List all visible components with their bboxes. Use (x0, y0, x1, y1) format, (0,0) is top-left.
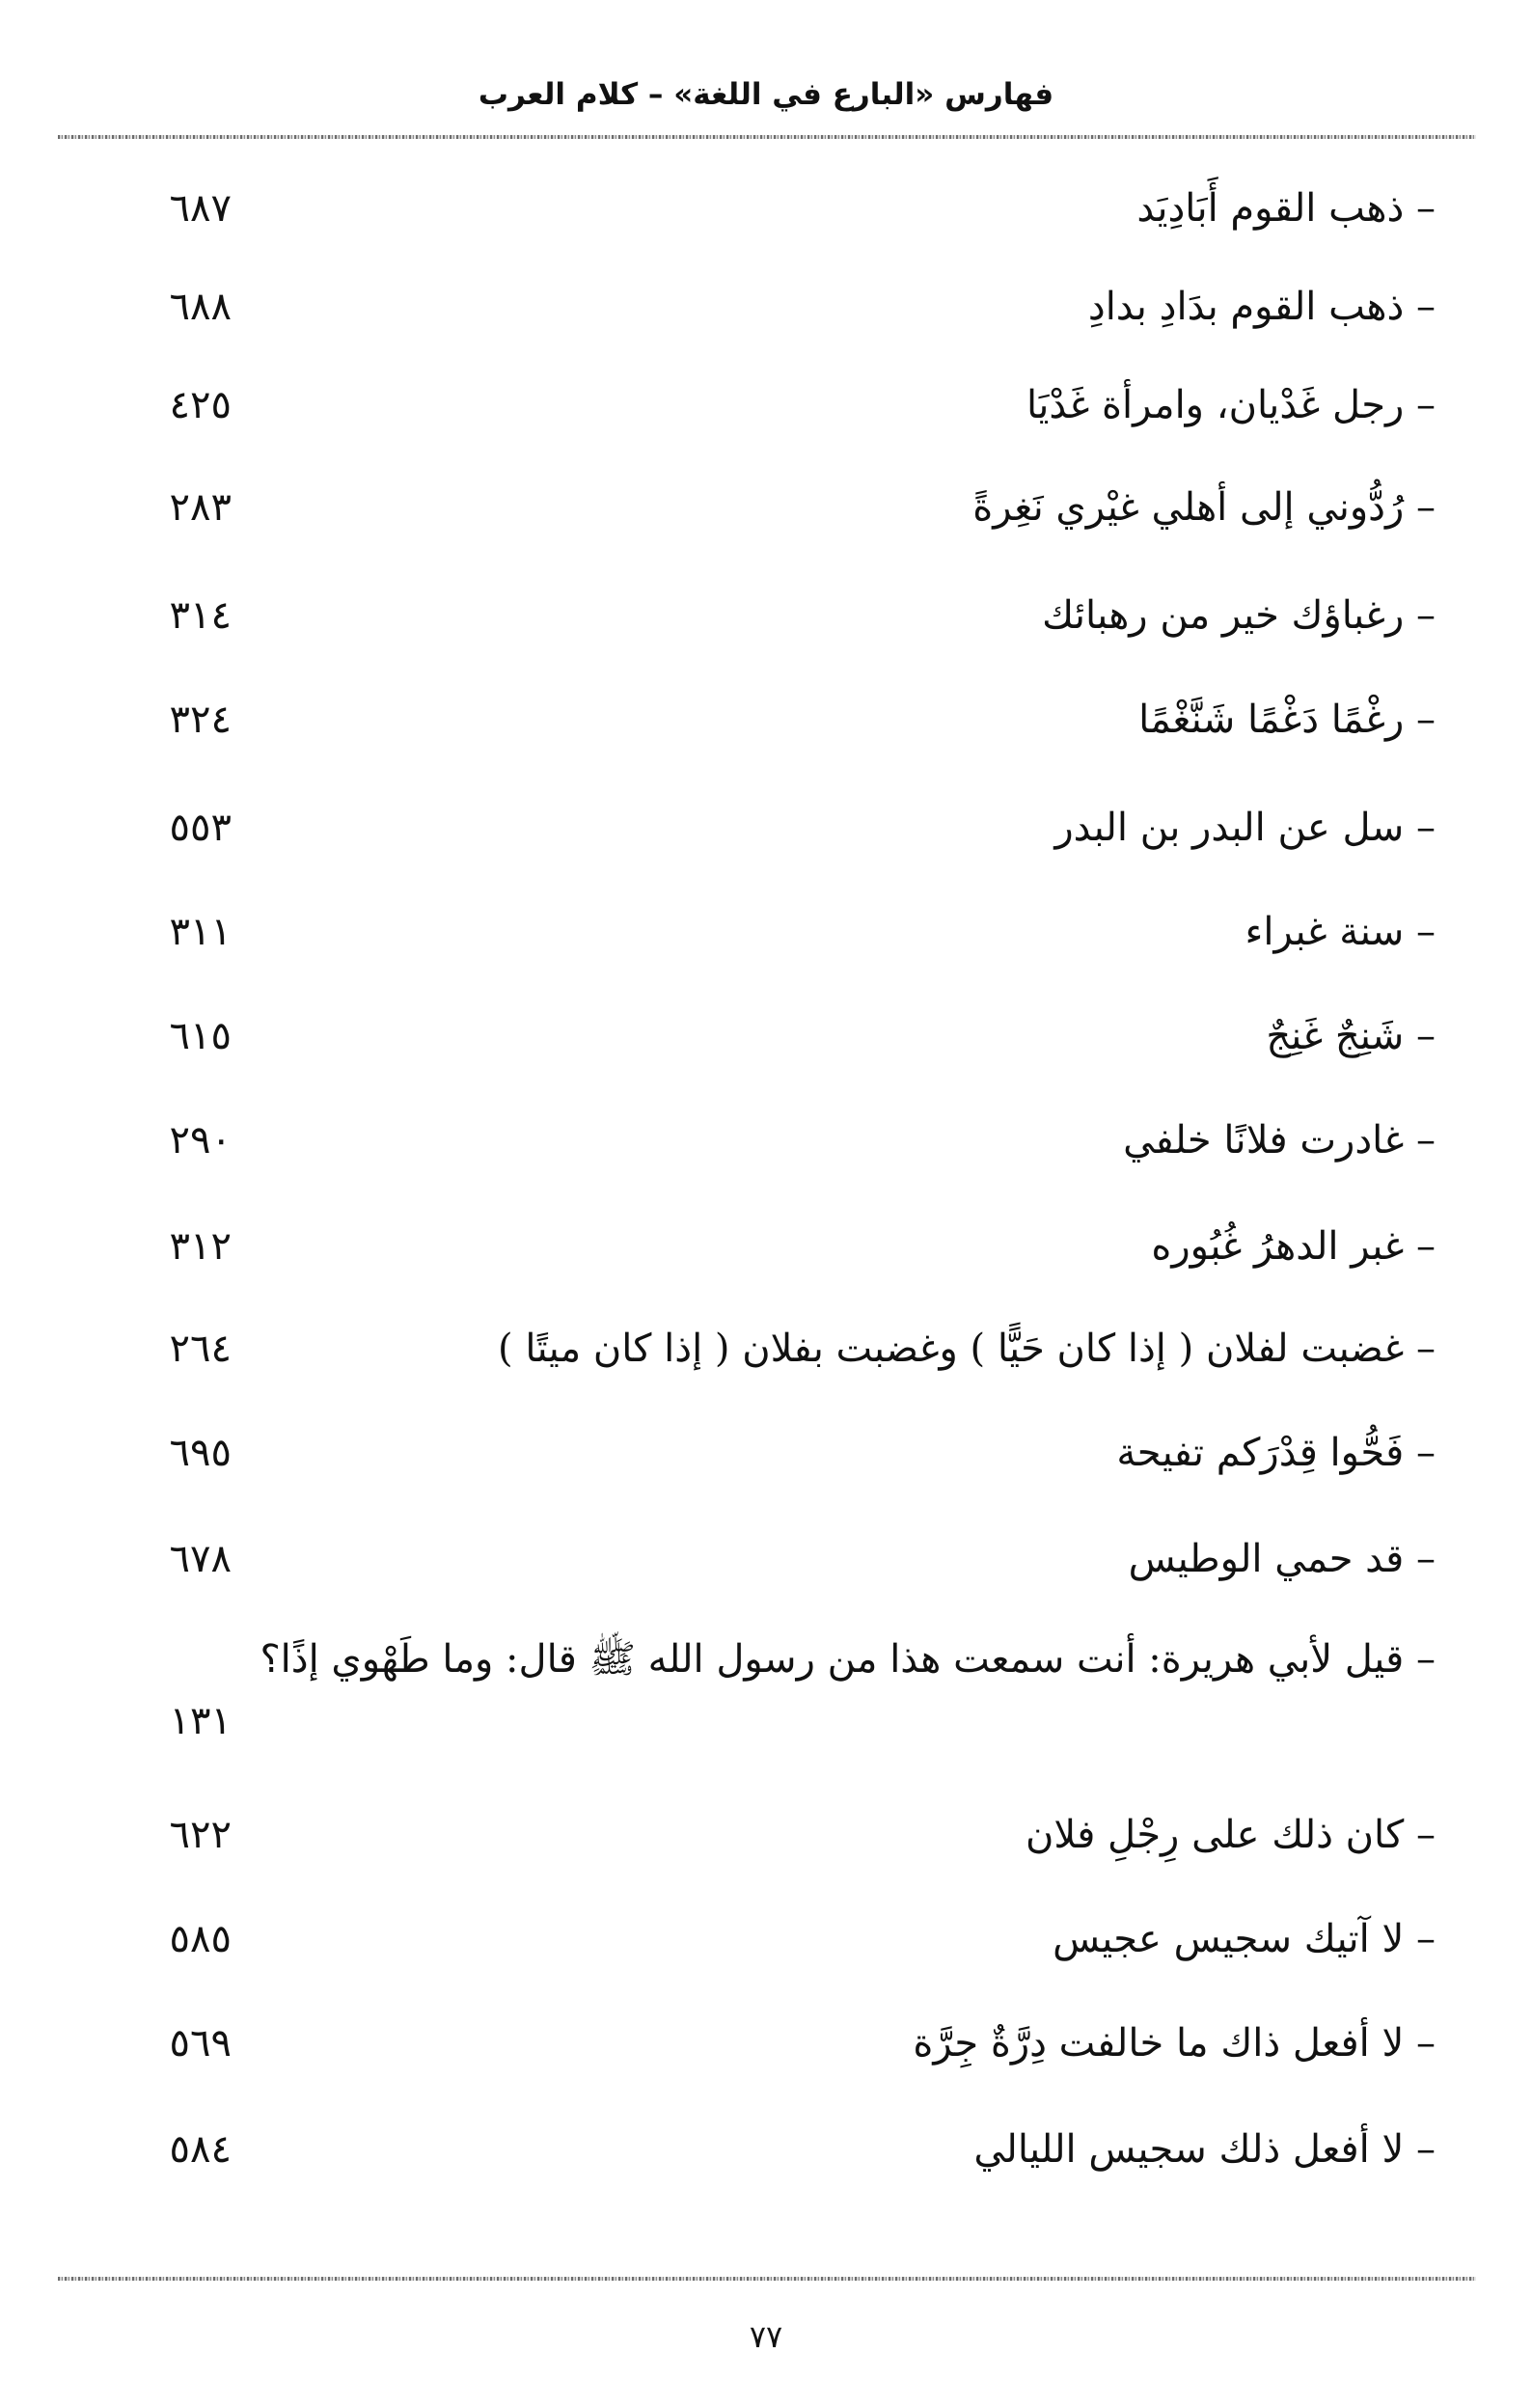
entry-page-number: ٦٩٥ (169, 1431, 232, 1475)
entry-page-number: ٦٢٢ (169, 1813, 232, 1857)
header-rule (58, 135, 1476, 139)
entry-page-number: ٥٥٣ (169, 806, 232, 850)
entry-page-number: ٦١٥ (169, 1014, 232, 1058)
entry-page-number: ٦٧٨ (169, 1537, 232, 1581)
entry-text: – سنة غبراء (1245, 910, 1436, 954)
entry-text: – لا آتيك سجيس عجيس (1053, 1917, 1436, 1961)
entry-page-number: ٥٨٥ (169, 1917, 232, 1961)
entry-page-number: ٢٦٤ (169, 1327, 232, 1371)
page-number: ٧٧ (749, 2318, 783, 2355)
entry-text: – لا أفعل ذاك ما خالفت دِرَّةٌ جِرَّة (913, 2021, 1436, 2066)
entry-text: – شَنِجٌ غَنِجٌ (1266, 1014, 1436, 1058)
entry-page-number: ٢٨٣ (169, 485, 232, 530)
entry-text: – ذهب القوم بدَادِ بدادِ (1087, 285, 1436, 329)
entry-text: – سل عن البدر بن البدر (1054, 806, 1436, 850)
entry-page-number: ٥٨٤ (169, 2127, 232, 2172)
entry-page-number: ٣١٢ (169, 1224, 232, 1269)
entry-text: – فَحُّوا قِدْرَكم تفيحة (1116, 1431, 1436, 1475)
entry-text: – غادرت فلانًا خلفي (1123, 1118, 1436, 1163)
entry-text: – رجل غَدْيان، وامرأة غَدْيَا (1026, 383, 1436, 427)
entry-page-number: ٦٨٨ (169, 285, 232, 329)
running-header: فهارس «البارع في اللغة» – كلام العرب (478, 77, 1054, 112)
footer-rule (58, 2277, 1476, 2281)
entry-text: – رُدُّوني إلى أهلي غيْري نَغِرةً (972, 485, 1436, 530)
entry-text: – رغْمًا دَغْمًا شَنَّغْمًا (1138, 698, 1436, 742)
entry-page-number: ٥٦٩ (169, 2021, 232, 2066)
entry-page-number: ١٣١ (169, 1699, 232, 1743)
entry-page-number: ٢٩٠ (169, 1118, 232, 1163)
entry-text: – قد حمي الوطيس (1128, 1537, 1436, 1581)
entry-page-number: ٣١١ (169, 910, 232, 954)
entry-page-number: ٤٢٥ (169, 383, 232, 427)
entry-page-number: ٦٨٧ (169, 186, 232, 231)
entry-text: – ذهب القوم أَبَادِيَد (1136, 186, 1436, 231)
entry-page-number: ٣١٤ (169, 593, 232, 638)
entry-text: – قيل لأبي هريرة: أنت سمعت هذا من رسول الله ﷺ قال: وما طَهْوي إذًا؟ (260, 1637, 1436, 1682)
entry-page-number: ٣٢٤ (169, 698, 232, 742)
entry-text: – غبر الدهرُ غُبُوره (1151, 1224, 1436, 1269)
entry-text: – رغباؤك خير من رهبائك (1042, 593, 1436, 638)
entry-text: – كان ذلك على رِجْلِ فلان (1025, 1813, 1436, 1857)
entry-text: – غضبت لفلان ( إذا كان حَيًّا ) وغضبت بفلان ( إذا كان ميتًا ) (498, 1327, 1436, 1371)
entry-text: – لا أفعل ذلك سجيس الليالي (973, 2127, 1436, 2172)
